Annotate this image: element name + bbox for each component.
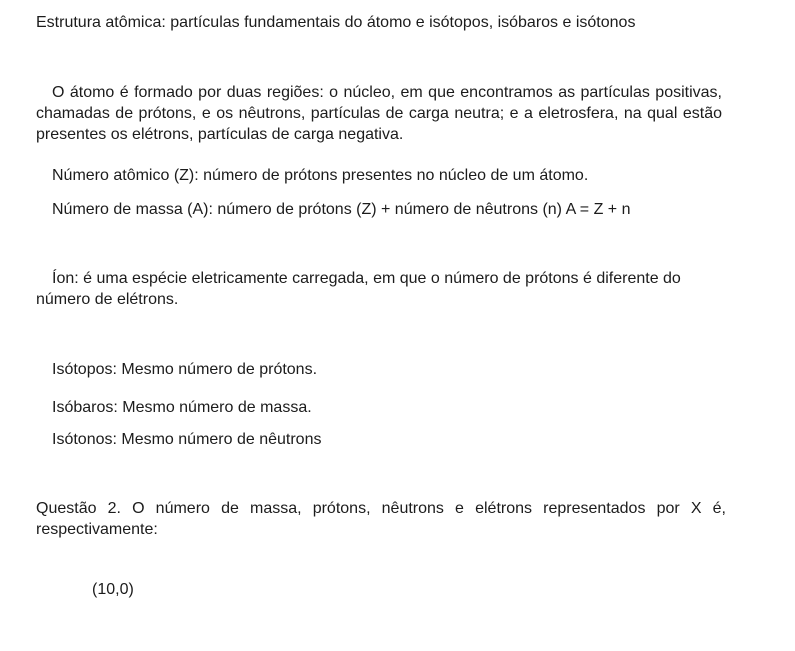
isobaros-definition: Isóbaros: Mesmo número de massa. bbox=[52, 399, 312, 416]
question-text: Questão 2. O número de massa, prótons, nêutrons e elétrons representados por X é, respectivamente: bbox=[36, 500, 726, 538]
ion-definition: Íon: é uma espécie eletricamente carregada, em que o número de prótons é diferente do número de elétrons. bbox=[36, 270, 681, 308]
intro-paragraph: O átomo é formado por duas regiões: o núcleo, em que encontramos as partículas positivas, chamadas de prótons, e os nêutrons, partículas de carga neutra; e a eletrosfera, na qual estão presentes os elétrons, partículas de carga negativa. bbox=[36, 84, 722, 143]
page-title: Estrutura atômica: partículas fundamentais do átomo e isótopos, isóbaros e isótonos bbox=[36, 14, 636, 31]
mass-number-definition: Número de massa (A): número de prótons (Z) + número de nêutrons (n) A = Z + n bbox=[52, 201, 631, 218]
answer-text: (10,0) bbox=[92, 581, 134, 598]
isotopos-definition: Isótopos: Mesmo número de prótons. bbox=[52, 361, 318, 378]
isotonos-definition: Isótonos: Mesmo número de nêutrons bbox=[52, 431, 322, 448]
atomic-number-definition: Número atômico (Z): número de prótons presentes no núcleo de um átomo. bbox=[52, 167, 589, 184]
